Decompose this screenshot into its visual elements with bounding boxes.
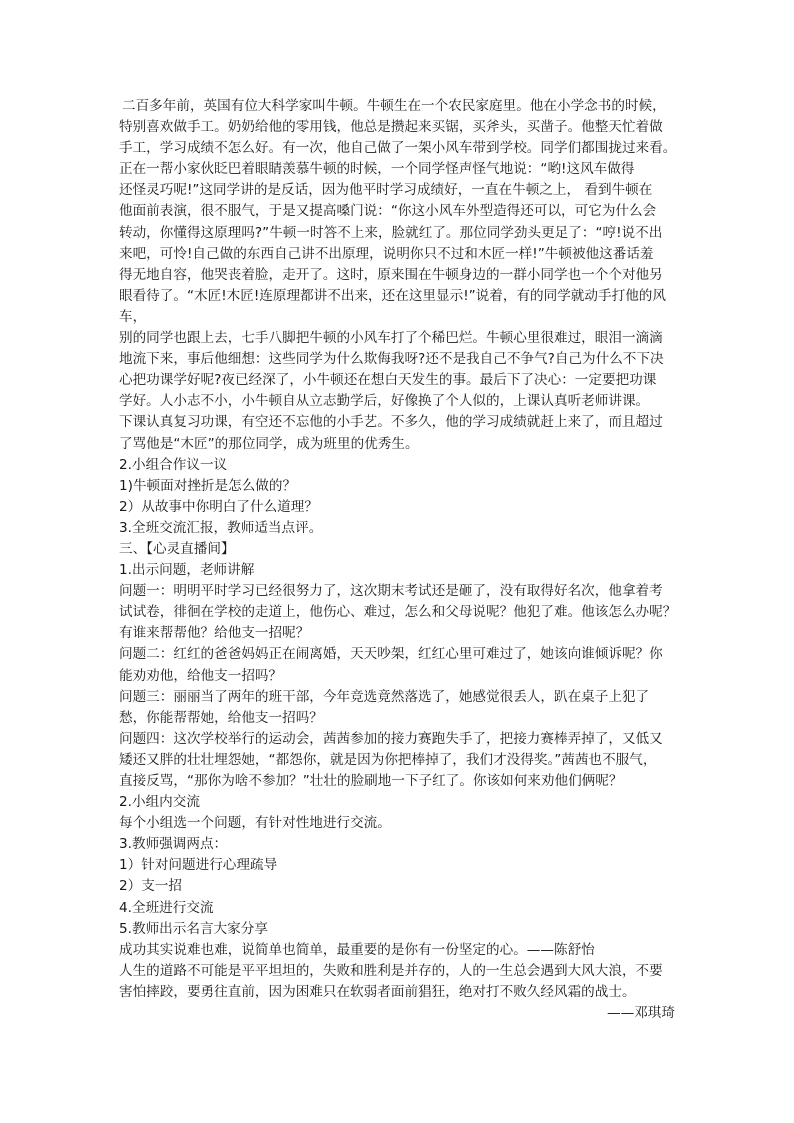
quote-2-line: 人生的道路不可能是平平坦坦的，失败和胜利是并存的，人的一生总会遇到大风大浪，不要 [119, 962, 663, 979]
problem-line: 问题三：丽丽当了两年的班干部，今年竞选竟然落选了，她感觉很丢人，趴在桌子上犯了 [119, 688, 650, 705]
story-line: 眼看待了。“木匠!木匠!连原理都讲不出来，还在这里显示!”说着，有的同学就动手打他的风 [119, 287, 666, 304]
document-body [119, 96, 679, 1024]
section3-sub-3: 3.教师强调两点： [119, 836, 228, 853]
story-line: 还怪灵巧呢!”这同学讲的是反话，因为他平时学习成绩好，一直在牛顿之上， 看到牛顿在 [119, 182, 653, 199]
problem-line: 有谁来帮帮他？给他支一招呢？ [119, 625, 310, 642]
section3-sub-3-point-2: 2）支一招 [119, 878, 183, 895]
story-line: 特别喜欢做手工。奶奶给他的零用钱，他总是攒起来买锯，买斧头，买凿子。他整天忙着做 [119, 119, 663, 136]
section3-sub-3-point-1: 1）针对问题进行心理疏导 [119, 857, 278, 874]
problem-line: 直接反骂，“那你为啥不参加？”壮壮的脸刷地一下子红了。你该如何来劝他们俩呢？ [119, 773, 623, 789]
problem-line: 问题二：红红的爸爸妈妈正在闹离婚，天天吵架，红红心里可难过了，她该向谁倾诉呢？你 [119, 646, 663, 663]
section2-heading: 2.小组合作议一议 [119, 456, 228, 473]
story-line: 转动，你懂得这原理吗?”牛顿一时答不上来，脸就红了。那位同学劲头更足了：“哼!说不出 [119, 224, 663, 241]
problem-line: 愁，你能帮帮她，给他支一招吗？ [119, 709, 323, 726]
problem-line: 试试卷，徘徊在学校的走道上，他伤心、难过，怎么和父母说呢？他犯了难。他该怎么办呢？ [119, 604, 677, 621]
story-line: 地流下来，事后他细想：这些同学为什么欺侮我呀?还不是我自己不争气?自己为什么不下决 [119, 351, 664, 368]
section3-sub-2: 2.小组内交流 [119, 794, 200, 811]
story-line: 心把功课学好呢?夜已经深了，小牛顿还在想白天发生的事。最后下了决心：一定要把功课 [119, 372, 657, 389]
problem-line: 能劝劝他，给他支一招吗？ [119, 667, 283, 684]
quote-2-author: ——邓琪琦 [607, 1005, 675, 1022]
story-line: 学好。人小志不小，小牛顿自从立志勤学后，好像换了个人似的，上课认真听老师讲课。 [119, 393, 650, 410]
section3-sub-2-text: 每个小组选一个问题，有针对性地进行交流。 [119, 815, 391, 832]
quote-2-line: 害怕摔跤，要勇往直前，因为困难只在软弱者面前猖狂，绝对打不败久经风霜的战士。 [119, 983, 636, 1000]
section3-sub-4: 4.全班进行交流 [119, 899, 214, 916]
story-line: 正在一帮小家伙眨巴着眼睛羡慕牛顿的时候，一个同学怪声怪气地说：“哟!这风车做得 [119, 161, 635, 178]
problem-line: 矮还又胖的壮壮埋怨她，“都怨你，就是因为你把棒掉了，我们才没得奖。”茜茜也不服气， [119, 751, 657, 768]
section2-question-2: 2）从故事中你明白了什么道理？ [119, 498, 318, 515]
story-line: 了骂他是“木匠”的那位同学，成为班里的优秀生。 [119, 435, 419, 452]
problem-line: 问题四：这次学校举行的运动会，茜茜参加的接力赛跑失手了，把接力赛棒弄掉了，又低又 [119, 730, 663, 747]
section2-question-1: 1)牛顿面对挫折是怎么做的？ [119, 477, 297, 494]
story-line: 来吧，可怜!自己做的东西自己讲不出原理，说明你只不过和木匠一样!”牛顿被他这番话羞 [119, 245, 654, 262]
story-line: 他面前表演，很不服气，于是又提高嗓门说：“你这小风车外型造得还可以，可它为什么会 [119, 203, 657, 220]
problem-line: 问题一：明明平时学习已经很努力了，这次期末考试还是砸了，没有取得好名次，他拿着考 [119, 583, 663, 600]
story-line: 车， [119, 308, 147, 325]
story-line: 得无地自容，他哭丧着脸，走开了。这时，原来围在牛顿身边的一群小同学也一个个对他另 [119, 266, 663, 283]
section3-sub-1: 1.出示问题，老师讲解 [119, 562, 255, 579]
story-line: 下课认真复习功课，有空还不忘他的小手艺。不多久，他的学习成绩就赶上来了，而且超过 [119, 414, 663, 431]
section2-item-3: 3.全班交流汇报，教师适当点评。 [119, 519, 323, 536]
section3-sub-5: 5.教师出示名言大家分享 [119, 920, 268, 937]
quote-1: 成功其实说难也难，说简单也简单，最重要的是你有一份坚定的心。——陈舒怡 [119, 941, 595, 958]
story-line: 别的同学也跟上去，七手八脚把牛顿的小风车打了个稀巴烂。牛顿心里很难过，眼泪一滴滴 [119, 330, 663, 347]
story-line: 手工，学习成绩不怎么好。有一次，他自己做了一架小风车带到学校。同学们都围拢过来看。 [119, 140, 677, 157]
story-line: 二百多年前，英国有位大科学家叫牛顿。牛顿生在一个农民家庭里。他在小学念书的时候， [122, 98, 666, 114]
section3-heading: 三、【心灵直播间】 [119, 540, 235, 557]
